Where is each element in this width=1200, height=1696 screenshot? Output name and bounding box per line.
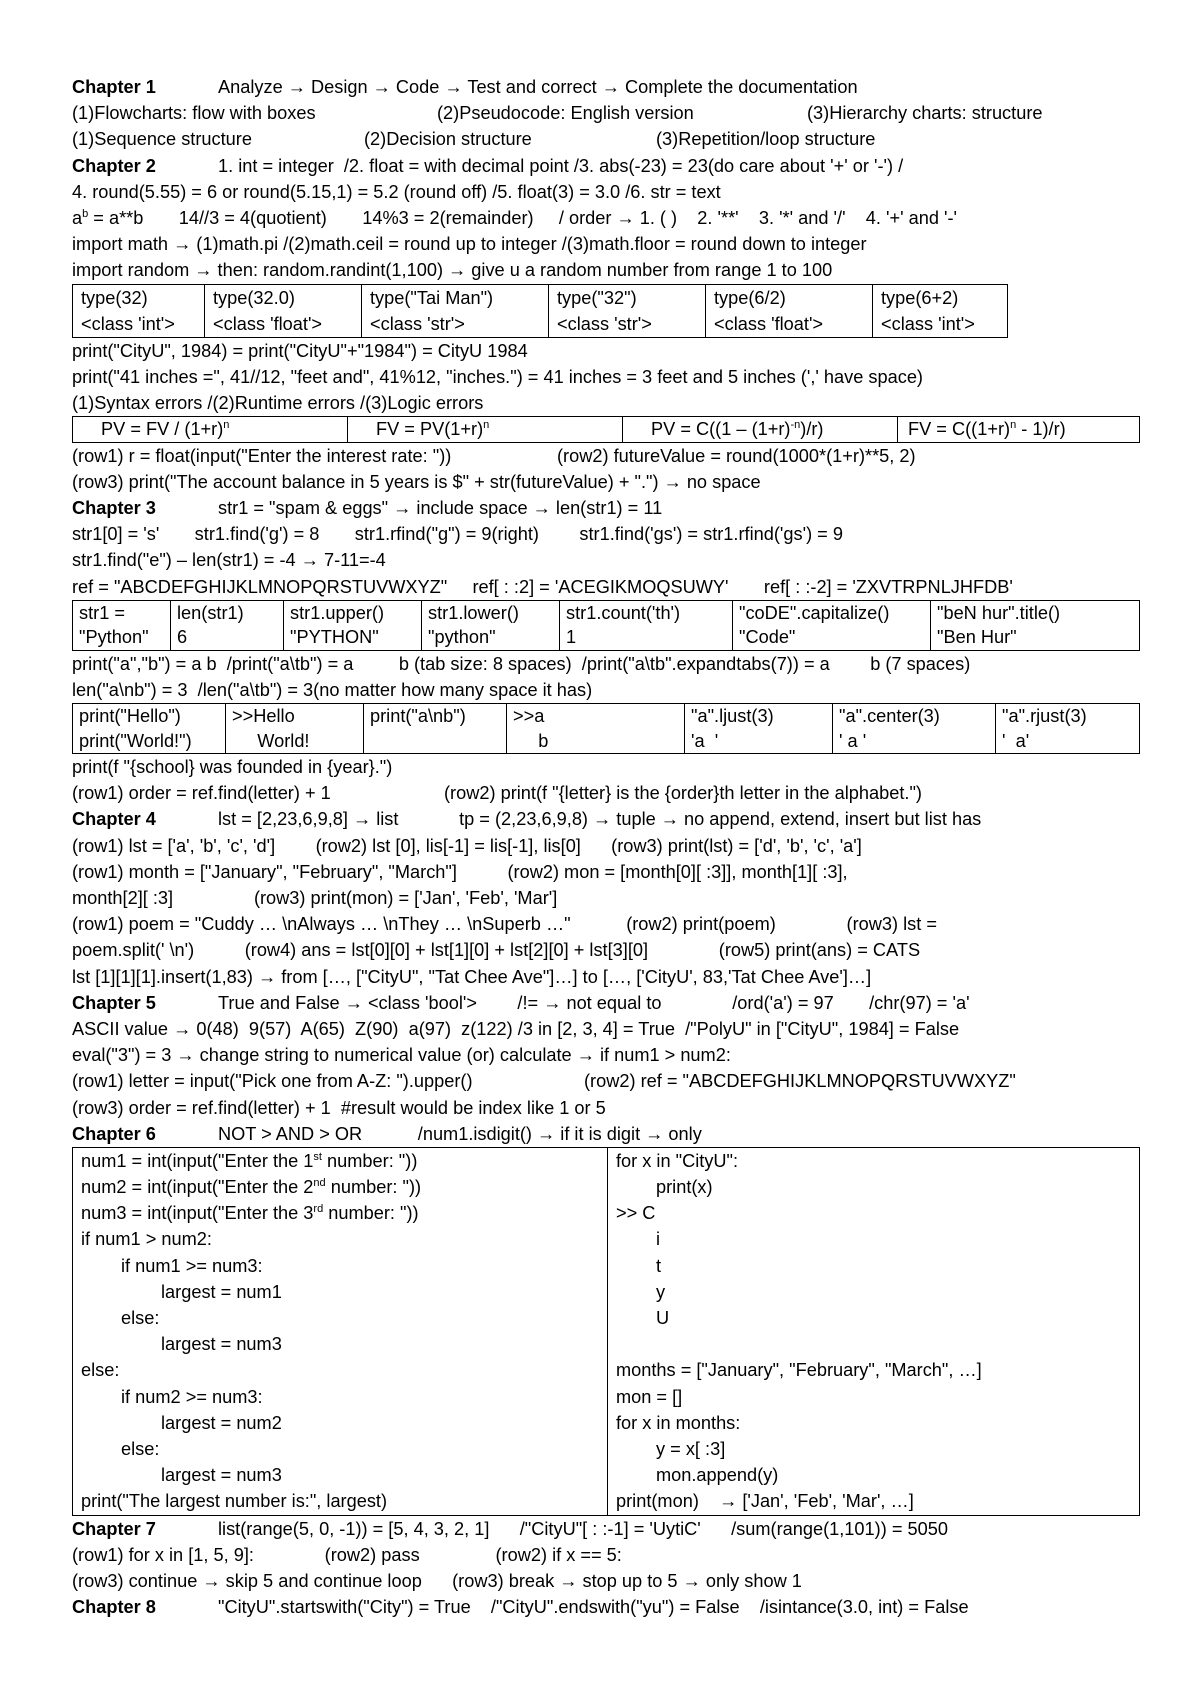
formula-fv-annuity [898, 417, 1140, 443]
largest-code-line [81, 1410, 599, 1436]
str-result: 6 [177, 627, 188, 648]
str-result: "Python" [79, 627, 149, 648]
str-result: "Ben Hur" [937, 627, 1017, 648]
ch4-line4: month[2][ :3] (row3) print(mon) = ['Jan', 'Feb', 'Mar'] [72, 888, 558, 908]
ch7-line1 [72, 1516, 1140, 1542]
str-expr: str1.lower() [428, 602, 519, 623]
chapter-3-heading: Chapter 3 [72, 497, 156, 518]
ch5-line3: eval("3") = 3 → change string to numerical value (or) calculate → if num1 > num2: [72, 1045, 731, 1066]
ch1-hierarchy: (3)Hierarchy charts: structure [807, 103, 1043, 124]
type-expr: type(6+2) [881, 287, 959, 308]
ordinal-suffix: nd [313, 1177, 326, 1189]
loop-code-line [616, 1488, 1130, 1514]
print-cell-5: "a".ljust(3) 'a ' [685, 704, 833, 754]
print-cell-4: >>a b [507, 704, 685, 754]
ch5-line1 [72, 990, 1140, 1016]
ch5-row2-code: (row2) ref = "ABCDEFGHIJKLMNOPQRSTUVWXYZ" [584, 1071, 1016, 1092]
code-text: largest = num3 [161, 1334, 282, 1355]
ch3-line7: print(f "{school} was founded in {year}.") [72, 757, 393, 778]
code-text: largest = num3 [161, 1465, 282, 1486]
ch7-line2: (row1) for x in [1, 5, 9]: (row2) pass (row2) if x == 5: [72, 1544, 622, 1565]
type-expr: type("Tai Man") [370, 287, 494, 308]
str-cell-2 [171, 600, 284, 650]
loop-code-line [616, 1357, 1130, 1383]
largest-code-line [81, 1488, 599, 1514]
str-cell-3 [284, 600, 422, 650]
ch2-row2-code: (row2) futureValue = round(1000*(1+r)**5, 2) [557, 445, 916, 466]
formula-pv-annuity [623, 417, 898, 443]
type-result: <class 'str'> [370, 313, 465, 334]
formula-text: FV = PV(1+r) [376, 419, 484, 440]
type-cell-6 [873, 284, 1008, 337]
str-result: 1 [566, 627, 577, 648]
ch3-line2: str1[0] = 's' str1.find('g') = 8 str1.rfind("g") = 9(right) str1.find('gs') = str1.rfind('gs') = 9 [72, 524, 843, 545]
str-result: "Code" [739, 627, 796, 648]
code-text: else: [121, 1438, 160, 1459]
code-text: if num2 >= num3: [121, 1386, 263, 1407]
for-loop-code [608, 1148, 1138, 1515]
loop-code-line [616, 1384, 1130, 1410]
formula-text: PV = C((1 – (1+r) [651, 419, 791, 440]
ch4-line1 [72, 806, 1140, 832]
ch2-line1 [72, 153, 1140, 179]
ch8-string-checks: "CityU".startswith("City") = True /"CityU".endswith("yu") = False /isintance(3.0, int) = False [218, 1597, 969, 1618]
ch2-row3: (row3) print("The account balance in 5 years is $" + str(futureValue) + ".") → no space [72, 471, 761, 492]
loop-code-line [616, 1174, 1130, 1200]
ch4-line2: (row1) lst = ['a', 'b', 'c', 'd'] (row2) lst [0], lis[-1] = lis[-1], lis[0] (row3) print(lst) = ['d', 'b', 'c', 'a'] [72, 835, 862, 856]
str-cell-7 [931, 600, 1140, 650]
print-cell-6: "a".center(3) ' a ' [833, 704, 996, 754]
largest-code-line [81, 1200, 599, 1226]
type-cell-2 [205, 284, 362, 337]
ch1-repetition: (3)Repetition/loop structure [656, 129, 876, 150]
formula-exp: n [1010, 419, 1017, 431]
ch7-range: list(range(5, 0, -1)) = [5, 4, 3, 2, 1] /"CityU"[ : :-1] = 'UytiC' /sum(range(1,101)) = 5050 [218, 1518, 948, 1539]
code-text: if num1 >= num3: [121, 1255, 263, 1276]
type-table [72, 284, 1008, 338]
formula-exp: n [223, 419, 230, 431]
str-cell-6 [733, 600, 931, 650]
ch3-line6: len("a\nb") = 3 /len("a\tb") = 3(no matter how many space it has) [72, 679, 593, 700]
formula-table [72, 416, 1140, 443]
ch4-line6: poem.split(' \n') (row4) ans = lst[0][0] + lst[1][0] + lst[2][0] + lst[3][0] (row5) print(ans) = CATS [72, 940, 921, 961]
print-cell-1: print("Hello") print("World!") [73, 704, 226, 754]
string-methods-table [72, 600, 1140, 651]
code-text: months = ["January", "February", "March", …] [616, 1360, 982, 1381]
type-expr: type(32.0) [213, 287, 295, 308]
code-text: else: [81, 1360, 120, 1381]
ch7-line3: (row3) continue → skip 5 and continue loop (row3) break → stop up to 5 → only show 1 [72, 1570, 802, 1591]
ch1-line2 [72, 100, 1140, 126]
largest-code-line [81, 1331, 599, 1357]
type-result: <class 'int'> [881, 313, 975, 334]
type-cell-3 [362, 284, 549, 337]
ch5-line5: (row3) order = ref.find(letter) + 1 #result would be index like 1 or 5 [72, 1097, 606, 1118]
code-text: number: ")) [323, 1203, 419, 1224]
code-text: t [656, 1255, 662, 1276]
chapter-1-heading: Chapter 1 [72, 77, 156, 97]
code-text: number: ")) [321, 1150, 418, 1171]
ch1-line1 [72, 74, 1140, 100]
loop-code-line [616, 1436, 1130, 1462]
ch2-line4: import math → (1)math.pi /(2)math.ceil = round up to integer /(3)math.floor = round down to integer [72, 234, 867, 255]
code-text: print("The largest number is:", largest) [81, 1491, 388, 1512]
formula-text: - 1)/r) [1016, 419, 1066, 440]
print-cell-2: >>Hello World! [226, 704, 364, 754]
formula-exp: -n [790, 419, 801, 431]
ch3-line3: str1.find("e") – len(str1) = -4 → 7-11=-4 [72, 550, 386, 571]
code-text: number: ")) [325, 1177, 422, 1198]
ch2-print1: print("CityU", 1984) = print("CityU"+"1984") = CityU 1984 [72, 340, 528, 361]
code-example-box [72, 1147, 1140, 1516]
ch1-pseudocode: (2)Pseudocode: English version [437, 103, 694, 124]
power-exponent: b [82, 207, 89, 220]
loop-code-line [616, 1305, 1130, 1331]
chapter-8-heading: Chapter 8 [72, 1597, 156, 1618]
loop-code-line [616, 1253, 1130, 1279]
ch1-decision: (2)Decision structure [364, 129, 532, 150]
str-expr: "beN hur".title() [937, 602, 1061, 623]
formula-fv [348, 417, 623, 443]
ch6-line1 [72, 1121, 1140, 1147]
loop-code-line [616, 1148, 1130, 1174]
largest-code-line [81, 1253, 599, 1279]
ch5-line4 [72, 1068, 1140, 1094]
code-text: print(mon) → ['Jan', 'Feb', 'Mar', …] [616, 1491, 914, 1512]
ch3-line4: ref = "ABCDEFGHIJKLMNOPQRSTUVWXYZ" ref[ : :2] = 'ACEGIKMOQSUWY' ref[ : :-2] = 'ZXVTRPNLJHFDB' [72, 576, 1013, 597]
str-expr: str1.upper() [290, 602, 385, 623]
formula-exp: n [483, 419, 490, 431]
formula-text: PV = FV / (1+r) [101, 419, 224, 440]
ch5-line2: ASCII value → 0(48) 9(57) A(65) Z(90) a(97) z(122) /3 in [2, 3, 4] = True /"PolyU" in ["CityU", 1984] = False [72, 1018, 960, 1039]
largest-code-line [81, 1384, 599, 1410]
code-text: if num1 > num2: [81, 1229, 212, 1250]
largest-code-line [81, 1357, 599, 1383]
largest-code-line [81, 1279, 599, 1305]
largest-code-line [81, 1436, 599, 1462]
chapter-4-heading: Chapter 4 [72, 809, 156, 830]
code-text: y = x[ :3] [656, 1438, 726, 1459]
loop-code-line [616, 1279, 1130, 1305]
ch2-types: 1. int = integer /2. float = with decimal point /3. abs(-23) = 23(do care about '+' or '-') / [218, 155, 904, 176]
chapter-7-heading: Chapter 7 [72, 1518, 156, 1539]
loop-code-line [616, 1226, 1130, 1252]
code-text: i [656, 1229, 661, 1250]
code-text: num2 = int(input("Enter the 2 [81, 1177, 314, 1198]
ch4-list-tuple: lst = [2,23,6,9,8] → list tp = (2,23,6,9,8) → tuple → no append, extend, insert but list has [218, 809, 982, 830]
type-expr: type(6/2) [714, 287, 786, 308]
largest-code-line [81, 1305, 599, 1331]
largest-code-line [81, 1174, 599, 1200]
code-text: for x in "CityU": [616, 1150, 739, 1171]
ch3-line8 [72, 780, 1140, 806]
code-text: largest = num2 [161, 1412, 282, 1433]
ch3-line5: print("a","b") = a b /print("a\tb") = a b (tab size: 8 spaces) /print("a\tb".expandtabs(7)) = a b (7 spaces) [72, 653, 971, 674]
ch8-line1 [72, 1594, 1140, 1620]
ch2-row1 [72, 443, 1140, 469]
ch3-line1 [72, 495, 1140, 521]
ch4-line5: (row1) poem = "Cuddy … \nAlways … \nThey … \nSuperb …" (row2) print(poem) (row3) lst = [72, 914, 937, 935]
type-cell-1 [73, 284, 205, 337]
str-expr: str1 = [79, 602, 125, 623]
code-text: mon = [] [616, 1386, 683, 1407]
ch6-logic: NOT > AND > OR /num1.isdigit() → if it is digit → only [218, 1123, 702, 1144]
str-expr: str1.count('th') [566, 602, 681, 623]
loop-code-line [616, 1462, 1130, 1488]
type-expr: type(32) [81, 287, 148, 308]
code-text: else: [121, 1308, 160, 1328]
code-text: num3 = int(input("Enter the 3 [81, 1203, 314, 1224]
ordinal-suffix: rd [313, 1203, 324, 1216]
str-cell-5 [560, 600, 733, 650]
str-cell-1 [73, 600, 171, 650]
ch5-bool: True and False → <class 'bool'> /!= → not equal to /ord('a') = 97 /chr(97) = 'a' [218, 992, 970, 1013]
ch2-errors: (1)Syntax errors /(2)Runtime errors /(3)Logic errors [72, 392, 484, 413]
largest-number-code [73, 1148, 608, 1515]
ch3-row2-code: (row2) print(f "{letter} is the {order}th letter in the alphabet.") [444, 783, 922, 804]
type-cell-4 [549, 284, 706, 337]
print-format-table [72, 703, 1140, 754]
chapter-6-heading: Chapter 6 [72, 1123, 156, 1144]
ch3-len: str1 = "spam & eggs" → include space → len(str1) = 11 [218, 497, 663, 518]
largest-code-line [81, 1462, 599, 1488]
power-base: a [72, 207, 83, 228]
str-expr: len(str1) [177, 602, 244, 623]
ch2-line3 [72, 205, 1140, 231]
loop-code-line [616, 1410, 1130, 1436]
print-cell-3: print("a\nb") [364, 704, 507, 754]
formula-text: )/r) [800, 419, 824, 440]
type-result: <class 'int'> [81, 313, 175, 334]
type-cell-5 [706, 284, 873, 337]
ch1-workflow: Analyze → Design → Code → Test and correct → Complete the documentation [218, 77, 858, 97]
str-result: "python" [428, 627, 496, 648]
largest-code-line [81, 1226, 599, 1252]
code-text: num1 = int(input("Enter the 1 [81, 1150, 314, 1171]
ch1-flowcharts: (1)Flowcharts: flow with boxes [72, 103, 316, 124]
largest-code-line [81, 1148, 599, 1174]
ch2-row1-code: (row1) r = float(input("Enter the interest rate: ")) [72, 445, 452, 466]
formula-text: FV = C((1+r) [908, 419, 1011, 440]
chapter-5-heading: Chapter 5 [72, 992, 156, 1013]
type-result: <class 'float'> [213, 313, 323, 334]
code-text: print(x) [656, 1177, 713, 1198]
print-cell-7: "a".rjust(3) ' a' [996, 704, 1140, 754]
code-text: y [656, 1281, 666, 1302]
ordinal-suffix: st [313, 1150, 322, 1163]
formula-pv [73, 417, 348, 443]
ch1-sequence: (1)Sequence structure [72, 129, 252, 150]
ch2-operators: = a**b 14//3 = 4(quotient) 14%3 = 2(remainder) / order → 1. ( ) 2. '**' 3. '*' and '/' 4. '+' and '-' [88, 207, 957, 228]
type-result: <class 'float'> [714, 313, 824, 334]
ch2-line5: import random → then: random.randint(1,100) → give u a random number from range 1 to 100 [72, 260, 833, 281]
code-text: U [656, 1308, 670, 1328]
code-text: >> C [616, 1203, 656, 1224]
ch2-print2: print("41 inches =", 41//12, "feet and", 41%12, "inches.") = 41 inches = 3 feet and 5 inches (',' have space) [72, 366, 923, 387]
loop-code-line [616, 1200, 1130, 1226]
ch3-row1-code: (row1) order = ref.find(letter) + 1 [72, 783, 331, 804]
ch5-row1-code: (row1) letter = input("Pick one from A-Z: ").upper() [72, 1071, 473, 1092]
chapter-2-heading: Chapter 2 [72, 155, 156, 176]
cheat-sheet [72, 74, 1140, 1620]
str-cell-4 [422, 600, 560, 650]
code-text: for x in months: [616, 1412, 741, 1433]
ch2-line2: 4. round(5.55) = 6 or round(5.15,1) = 5.2 (round off) /5. float(3) = 3.0 /6. str = text [72, 181, 721, 202]
ch1-line3 [72, 126, 1140, 152]
loop-code-line [616, 1331, 1130, 1357]
ch4-line3: (row1) month = ["January", "February", "March"] (row2) mon = [month[0][ :3]], month[1][ :3], [72, 861, 848, 882]
str-result: "PYTHON" [290, 627, 379, 648]
type-result: <class 'str'> [557, 313, 652, 334]
str-expr: "coDE".capitalize() [739, 602, 890, 623]
type-expr: type("32") [557, 287, 637, 308]
ch4-line7: lst [1][1][1].insert(1,83) → from […, ["CityU", "Tat Chee Ave"]…] to […, ['CityU', 83,'Tat Chee Ave']…] [72, 966, 872, 987]
code-text: mon.append(y) [656, 1465, 779, 1486]
code-text: largest = num1 [161, 1281, 282, 1302]
